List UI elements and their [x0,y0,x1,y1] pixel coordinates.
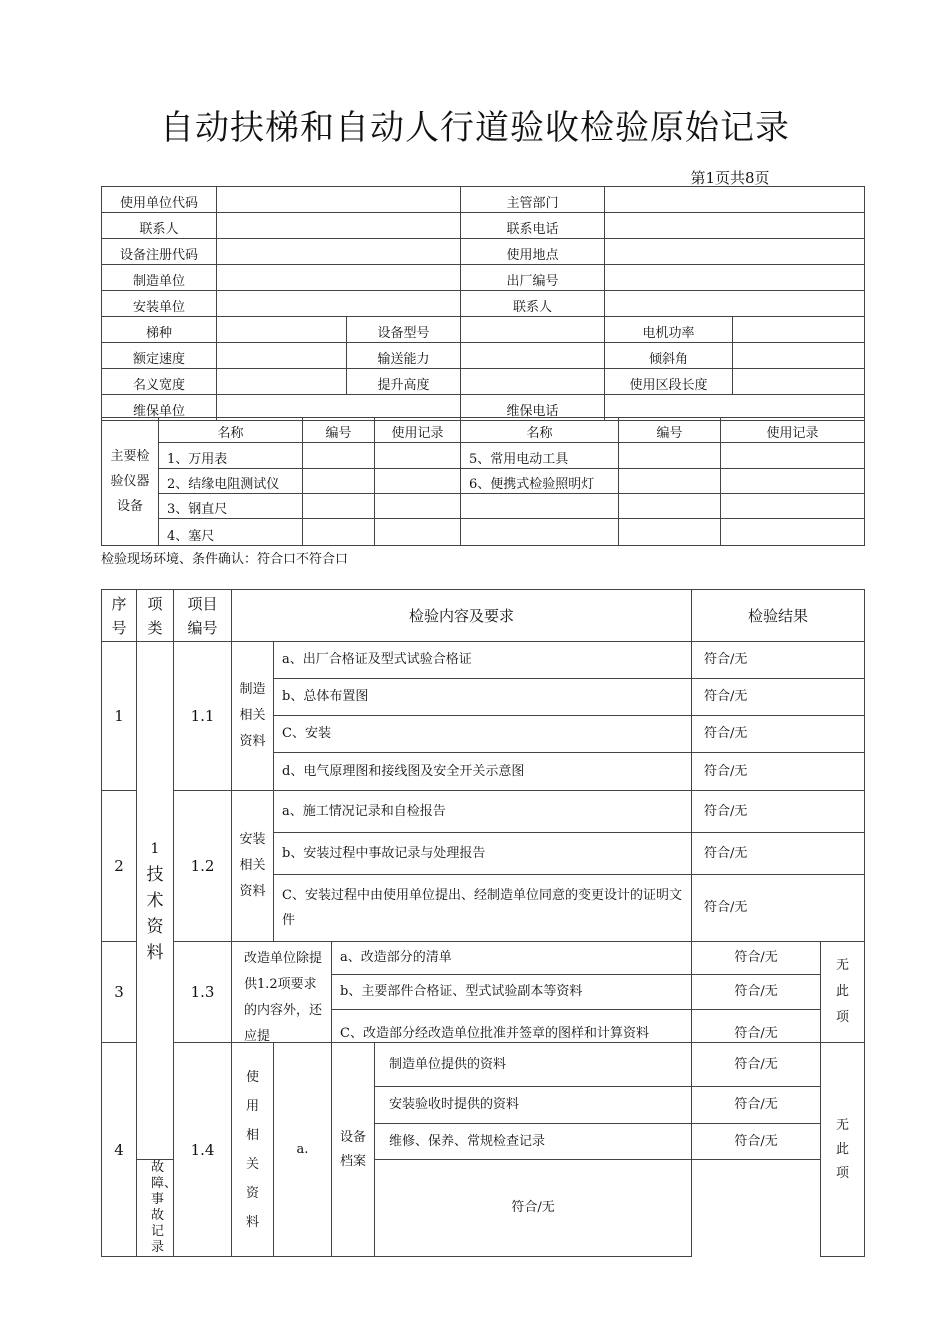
header-record: 使用记录 [375,418,461,443]
instrument-name: 3、钢直尺 [159,494,303,519]
seq-1: 1 [102,642,137,791]
field-user-code[interactable] [217,187,461,213]
instrument-number[interactable] [619,469,721,494]
label-power: 电机功率 [605,317,733,343]
label-speed: 额定速度 [102,343,217,369]
sub-a: a. [274,1043,332,1257]
result-cell[interactable]: 符合/无 [692,716,865,753]
instrument-record[interactable] [721,443,865,469]
field-contact[interactable] [217,213,461,239]
header-result: 检验结果 [692,590,865,642]
header-name: 名称 [461,418,619,443]
label-type: 梯种 [102,317,217,343]
result-cell[interactable]: 符合/无 [692,753,865,791]
na-3-text: 无此项 [836,958,850,1025]
content-item: b、总体布置图 [274,679,692,716]
result-cell[interactable]: 符合/无 [692,679,865,716]
header-number: 编号 [303,418,375,443]
header-category-text: 项类 [147,594,163,637]
field-serial[interactable] [605,265,865,291]
result-cell[interactable]: 符合/无 [692,1010,821,1043]
item-1-1: 1.1 [174,642,232,791]
content-item: a、改造部分的清单 [332,942,692,975]
label-contact2: 联系人 [461,291,605,317]
instrument-record[interactable] [721,519,865,546]
result-cell[interactable]: 符合/无 [375,1160,692,1257]
label-location: 使用地点 [461,239,605,265]
field-contact2[interactable] [605,291,865,317]
field-phone[interactable] [605,213,865,239]
header-item-no [174,590,232,642]
group-1-text: 制造相关资料 [239,682,266,749]
content-item: 安装验收时提供的资料 [375,1087,692,1124]
label-maint: 维保单位 [102,395,217,421]
category-number: 1 [150,840,160,857]
field-installer[interactable] [217,291,461,317]
na-4[interactable] [821,1043,865,1257]
header-item-no-text: 项目编号 [187,594,218,637]
header-name: 名称 [159,418,303,443]
field-speed[interactable] [217,343,347,369]
category-cell [137,642,174,1160]
instruments-table [101,417,865,546]
content-item: 维修、保养、常规检查记录 [375,1124,692,1160]
result-cell[interactable]: 符合/无 [692,1043,821,1087]
group-3 [232,942,332,1043]
instruments-label-line: 主要检 [110,449,150,464]
content-item: C、安装 [274,716,692,753]
instrument-name: 6、便携式检验照明灯 [461,469,619,494]
instrument-name-empty[interactable] [461,519,619,546]
seq-3: 3 [102,942,137,1043]
instrument-name-empty[interactable] [461,494,619,519]
group-2 [232,791,274,942]
item-1-2: 1.2 [174,791,232,942]
header-number: 编号 [619,418,721,443]
content-item: a、施工情况记录和自检报告 [274,791,692,833]
field-dept[interactable] [605,187,865,213]
content-item: 制造单位提供的资料 [375,1043,692,1087]
instruments-label [102,418,159,546]
content-item: b、主要部件合格证、型式试验副本等资料 [332,975,692,1010]
sub-archive-text: 设备档案 [339,1129,366,1169]
instrument-record[interactable] [375,494,461,519]
label-maint-phone: 维保电话 [461,395,605,421]
result-cell[interactable]: 符合/无 [692,642,865,679]
label-maker: 制造单位 [102,265,217,291]
label-dept-text: 主管部门 [506,196,559,211]
field-angle[interactable] [733,343,865,369]
result-cell[interactable]: 符合/无 [692,791,865,833]
group-4-text: 使用相关资料 [245,1069,259,1230]
field-length[interactable] [733,369,865,395]
instrument-record[interactable] [375,519,461,546]
instrument-number[interactable] [303,469,375,494]
label-angle: 倾斜角 [605,343,733,369]
label-capacity: 输送能力 [347,343,461,369]
instrument-number[interactable] [619,519,721,546]
content-item: 故障、事故记录 [137,1160,174,1257]
header-seq-text: 序号 [111,594,127,637]
group-4 [232,1043,274,1257]
instrument-name: 4、塞尺 [159,519,303,546]
label-reg-code: 设备注册代码 [102,239,217,265]
instrument-number[interactable] [303,443,375,469]
header-content: 检验内容及要求 [232,590,692,642]
label-installer: 安装单位 [102,291,217,317]
field-reg-code[interactable] [217,239,461,265]
instrument-number[interactable] [619,494,721,519]
category-label [145,836,165,966]
page-number: 第1页共8页 [690,169,770,187]
instrument-record[interactable] [721,469,865,494]
header-category [137,590,174,642]
group-3-text: 改造单位除提供1.2项要求的内容外，还应提 [244,951,323,1044]
content-item: d、电气原理图和接线图及安全开关示意图 [274,753,692,791]
field-power[interactable] [733,317,865,343]
label-model: 设备型号 [347,317,461,343]
content-item: C、安装过程中由使用单位提出、经制造单位同意的变更设计的证明文件 [274,875,692,942]
field-capacity[interactable] [461,343,605,369]
result-cell[interactable]: 符合/无 [692,1124,821,1160]
instruments-label-line: 设备 [116,499,143,514]
na-4-text: 无此项 [836,1117,850,1181]
label-width: 名义宽度 [102,369,217,395]
na-3[interactable] [821,942,865,1043]
seq-4: 4 [102,1043,137,1257]
field-type[interactable] [217,317,347,343]
field-width[interactable] [217,369,347,395]
content-item: b、安装过程中事故记录与处理报告 [274,833,692,875]
category-text: 技术资料 [146,864,164,963]
content-item: a、出厂合格证及型式试验合格证 [274,642,692,679]
sub-archive [332,1043,375,1257]
inspection-table [101,589,865,1257]
instrument-number[interactable] [303,519,375,546]
label-user-code: 使用单位代码 [102,187,217,213]
instrument-name: 1、万用表 [159,443,303,469]
label-dept [461,187,605,213]
header-seq [102,590,137,642]
field-maker[interactable] [217,265,461,291]
instrument-number[interactable] [303,494,375,519]
field-model[interactable] [461,317,605,343]
result-cell[interactable]: 符合/无 [692,942,821,975]
instrument-record[interactable] [375,469,461,494]
instrument-number[interactable] [619,443,721,469]
label-length: 使用区段长度 [605,369,733,395]
label-phone: 联系电话 [461,213,605,239]
result-cell[interactable]: 符合/无 [692,1087,821,1124]
document-title: 自动扶梯和自动人行道验收检验原始记录 [160,108,790,148]
field-location[interactable] [605,239,865,265]
result-cell[interactable]: 符合/无 [692,875,865,942]
item-1-4: 1.4 [174,1043,232,1257]
header-record: 使用记录 [721,418,865,443]
instrument-name: 2、结缘电阻测试仪 [159,469,303,494]
site-condition: 检验现场环境、条件确认：符合口不符合口 [101,552,349,567]
seq-2: 2 [102,791,137,942]
group-1 [232,642,274,791]
instruments-label-line: 验仪器 [110,474,150,489]
result-cell[interactable]: 符合/无 [692,833,865,875]
basic-info-table [101,186,865,421]
label-contact: 联系人 [102,213,217,239]
label-height: 提升高度 [347,369,461,395]
group-2-text: 安装相关资料 [239,832,266,899]
result-cell[interactable]: 符合/无 [692,975,821,1010]
instrument-record[interactable] [375,443,461,469]
item-1-3: 1.3 [174,942,232,1043]
instrument-name: 5、常用电动工具 [461,443,619,469]
label-serial: 出厂编号 [461,265,605,291]
content-item: C、改造部分经改造单位批准并签章的图样和计算资料 [332,1010,692,1043]
instrument-record[interactable] [721,494,865,519]
field-height[interactable] [461,369,605,395]
